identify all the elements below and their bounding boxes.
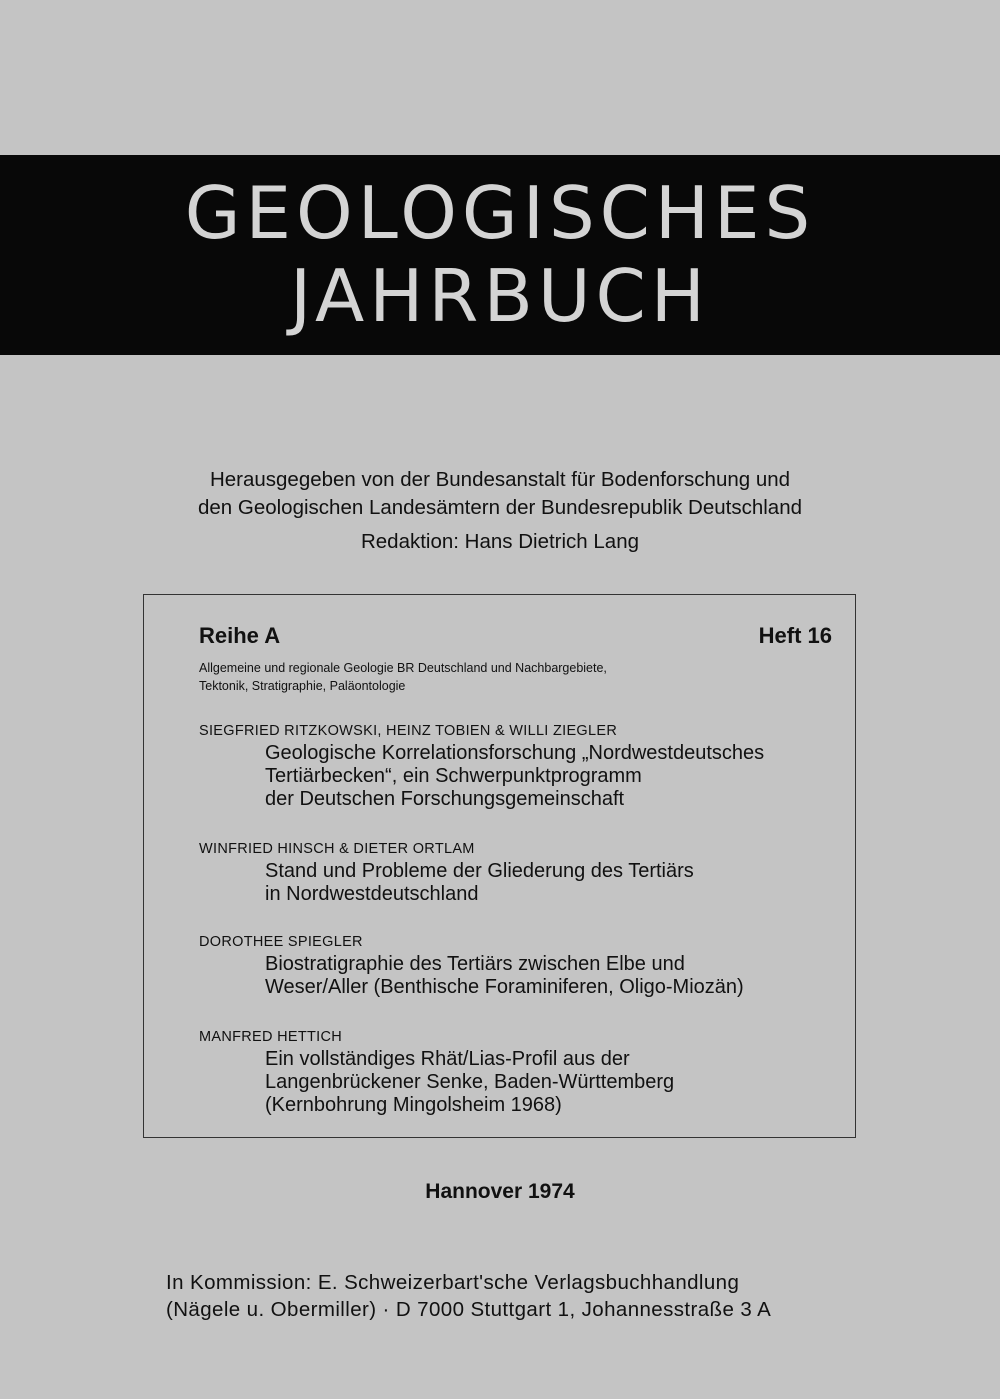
article-2: [199, 841, 839, 906]
article-3: [199, 934, 839, 999]
series-subject-line-1: Allgemeine und regionale Geologie BR Deutschland und Nachbargebiete,: [199, 661, 607, 675]
contents-box: [143, 594, 856, 1138]
article-title-line: der Deutschen Forschungsgemeinschaft: [265, 788, 625, 810]
commission-imprint: [166, 1269, 836, 1323]
publisher-statement: [0, 466, 1000, 522]
article-title: [265, 1048, 839, 1117]
article-4: [199, 1029, 839, 1117]
publisher-line-1: Herausgegeben von der Bundesanstalt für Bodenforschung und: [209, 468, 791, 491]
article-title-line: Tertiärbecken“, ein Schwerpunktprogramm: [265, 765, 642, 787]
article-title-line: Geologische Korrelationsforschung „Nordwestdeutsches: [265, 742, 765, 764]
article-authors: DOROTHEE SPIEGLER: [199, 934, 363, 950]
article-authors: WINFRIED HINSCH & DIETER ORTLAM: [199, 841, 475, 857]
article-authors: SIEGFRIED RITZKOWSKI, HEINZ TOBIEN & WILLI ZIEGLER: [199, 723, 618, 739]
series-subject: [199, 659, 607, 695]
publisher-line-2: den Geologischen Landesämtern der Bundesrepublik Deutschland: [197, 496, 802, 519]
article-title: [265, 860, 839, 906]
article-title: [265, 742, 839, 811]
article-1: [199, 723, 839, 811]
journal-title-line-1: GEOLOGISCHES: [184, 171, 816, 255]
article-title-line: Biostratigraphie des Tertiärs zwischen Elbe und: [265, 953, 685, 975]
editor-line: Redaktion: Hans Dietrich Lang: [360, 530, 640, 553]
issue-number: Heft 16: [758, 623, 832, 648]
journal-title-line-2: JAHRBUCH: [290, 254, 710, 338]
article-title-line: in Nordwestdeutschland: [265, 883, 479, 905]
series-name: Reihe A: [199, 623, 281, 648]
article-authors: MANFRED HETTICH: [199, 1029, 343, 1045]
article-title-line: Ein vollständiges Rhät/Lias-Profil aus der: [265, 1048, 630, 1070]
series-subject-line-2: Tektonik, Stratigraphie, Paläontologie: [199, 679, 406, 693]
commission-line-2: (Nägele u. Obermiller) · D 7000 Stuttgart 1, Johannesstraße 3 A: [166, 1298, 772, 1321]
article-title-line: Stand und Probleme der Gliederung des Tertiärs: [265, 860, 694, 882]
article-title-line: Langenbrückener Senke, Baden-Württemberg: [265, 1071, 675, 1093]
commission-line-1: In Kommission: E. Schweizerbart'sche Verlagsbuchhandlung: [166, 1271, 740, 1294]
article-title-line: (Kernbohrung Mingolsheim 1968): [265, 1094, 562, 1116]
article-title: [265, 953, 839, 999]
journal-title-band: [0, 155, 1000, 355]
place-and-year: Hannover 1974: [425, 1180, 575, 1203]
article-title-line: Weser/Aller (Benthische Foraminiferen, Oligo-Miozän): [265, 976, 744, 998]
